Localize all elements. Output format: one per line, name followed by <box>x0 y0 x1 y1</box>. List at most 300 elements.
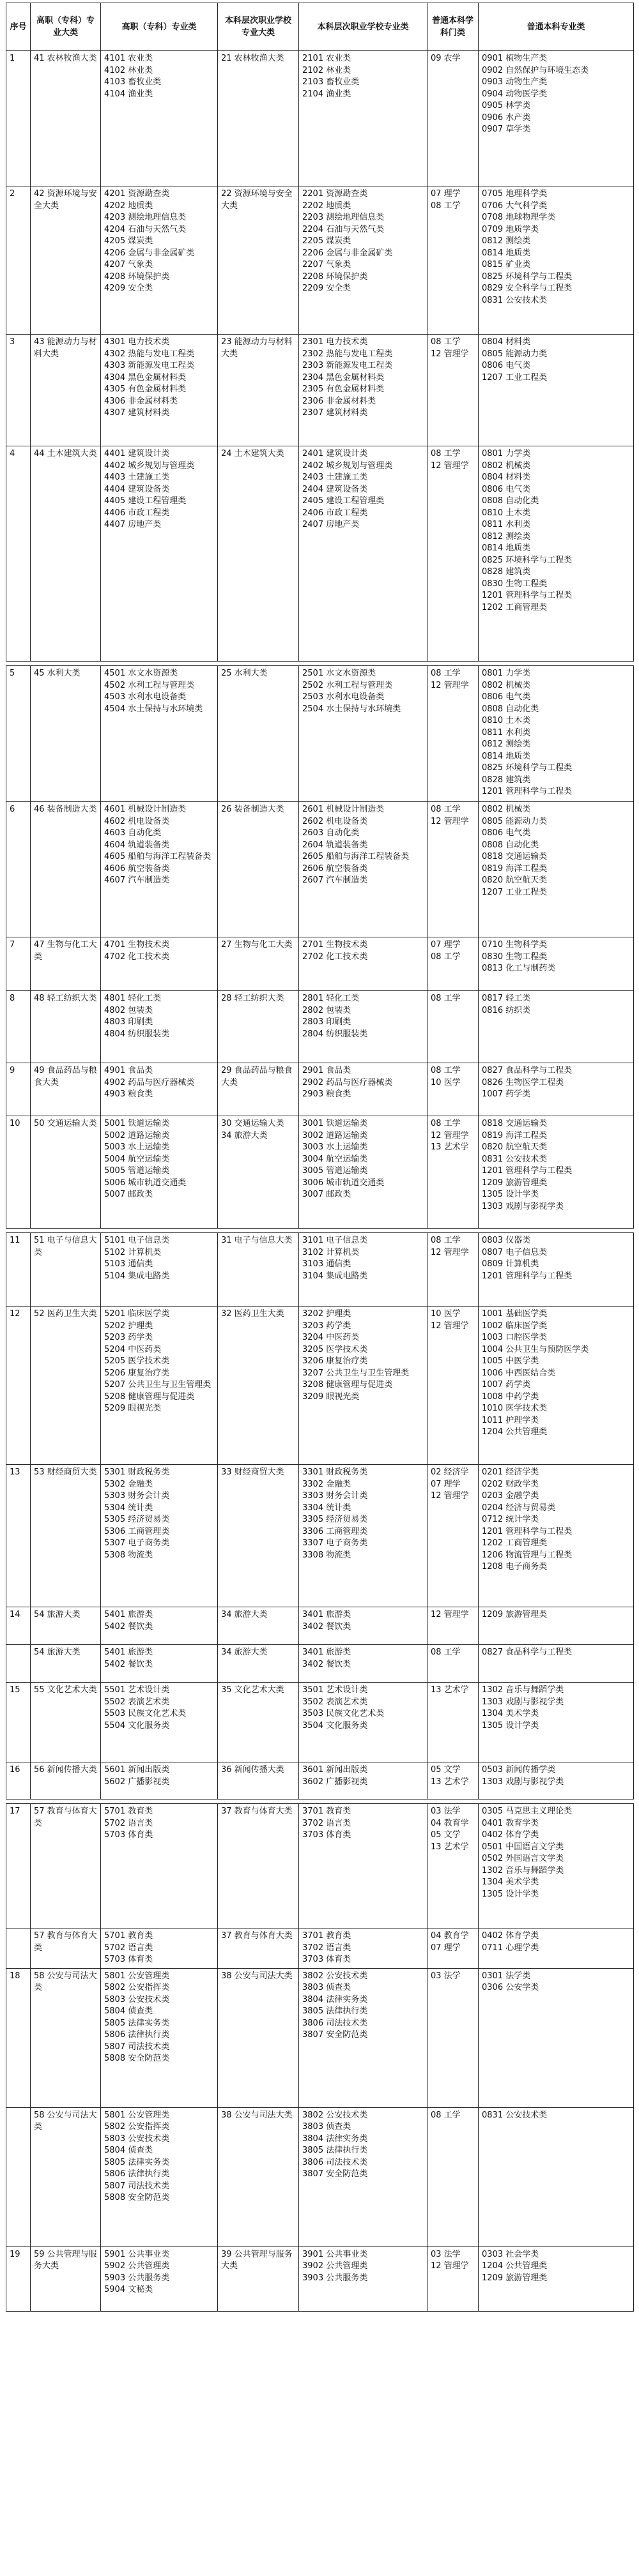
cell-undergraduate-class <box>479 51 634 186</box>
cell-line: 27 生物与化工大类 <box>221 940 293 950</box>
cell-line: 0808 自动化类 <box>482 704 539 714</box>
cell-vocational-class <box>101 1968 218 2107</box>
cell-line: 0804 材料类 <box>482 337 531 347</box>
cell-line: 08 工学 <box>431 805 461 814</box>
cell-line: 0825 环境科学与工程类 <box>482 555 573 565</box>
cell-line: 3901 公共事业类 <box>302 2249 368 2259</box>
cell-line: 0802 机械类 <box>482 460 531 471</box>
cell-line: 5702 语言类 <box>104 1943 153 1953</box>
header-vocational-class: 高职（专科）专业类 <box>101 3 218 51</box>
table-row <box>6 1683 634 1762</box>
cell-line: 5304 统计类 <box>104 1503 153 1513</box>
cell-line: 08 工学 <box>431 201 461 211</box>
cell-line: 2101 农业类 <box>302 54 351 63</box>
cell-line: 1010 医学技术类 <box>482 1404 548 1413</box>
cell-line: 3503 民族文化艺术类 <box>302 1709 385 1718</box>
cell-line: 0806 电气类 <box>482 692 531 702</box>
cell-line: 5807 司法技术类 <box>104 2042 170 2052</box>
cell-line: 0903 动物生产类 <box>482 77 548 87</box>
cell-line: 2601 机械设计制造类 <box>302 805 385 814</box>
cell-bachelor-vocational-category <box>218 1762 299 1799</box>
cell-line: 49 食品药品与粮食大类 <box>34 1066 97 1087</box>
cell-line: 3501 艺术设计类 <box>302 1685 368 1695</box>
cell-line: 0802 机械类 <box>482 805 531 814</box>
cell-line: 2207 气象类 <box>302 260 351 269</box>
cell-line: 4306 非金属材料类 <box>104 396 178 406</box>
cell-undergraduate-class <box>479 1968 634 2107</box>
cell-line: 2303 新能源发电工程类 <box>302 361 393 370</box>
cell-line: 3306 工商管理类 <box>302 1526 368 1536</box>
cell-line: 1305 设计学类 <box>482 1720 539 1731</box>
cell-line: 4407 房地产类 <box>104 520 162 529</box>
cell-line: 5602 广播影视类 <box>104 1777 170 1787</box>
cell-line: 4202 地质类 <box>104 201 153 211</box>
cell-line: 0816 纺织类 <box>482 1005 531 1015</box>
cell-line: 0708 地球物理学类 <box>482 213 556 222</box>
cell-undergraduate-class <box>479 1465 634 1607</box>
row-number: 6 <box>6 802 31 937</box>
cell-line: 5806 法律执行类 <box>104 2169 170 2179</box>
cell-vocational-category <box>31 1804 101 1928</box>
cell-line: 51 电子与信息大类 <box>34 1236 97 1257</box>
cell-line: 3807 安全防范类 <box>302 2169 368 2179</box>
cell-line: 3401 旅游类 <box>302 1648 351 1657</box>
cell-vocational-class <box>101 1465 218 1607</box>
cell-vocational-category <box>31 51 101 186</box>
cell-bachelor-vocational-class <box>299 666 427 802</box>
cell-vocational-category <box>31 2246 101 2311</box>
cell-line: 3205 医学技术类 <box>302 1344 368 1354</box>
row-number: 12 <box>6 1307 31 1465</box>
cell-line: 08 工学 <box>431 1236 461 1245</box>
cell-line: 5205 医学技术类 <box>104 1356 170 1366</box>
cell-line: 0808 自动化类 <box>482 496 539 506</box>
cell-bachelor-vocational-class <box>299 802 427 937</box>
cell-vocational-class <box>101 186 218 335</box>
cell-line: 4402 城乡规划与管理类 <box>104 460 195 471</box>
cell-line: 54 旅游大类 <box>34 1648 81 1657</box>
page-break-cell <box>6 662 634 666</box>
cell-line: 05 文学 <box>431 1765 461 1775</box>
cell-bachelor-vocational-class <box>299 2107 427 2246</box>
cell-discipline <box>427 1116 479 1229</box>
cell-line: 1011 护理学类 <box>482 1415 539 1425</box>
cell-line: 2406 市政工程类 <box>302 508 368 518</box>
row-number: 11 <box>6 1233 31 1307</box>
cell-line: 1005 中医学类 <box>482 1356 539 1366</box>
cell-bachelor-vocational-class <box>299 446 427 662</box>
cell-line: 0907 草学类 <box>482 125 531 134</box>
cell-undergraduate-class <box>479 2107 634 2246</box>
cell-line: 12 管理学 <box>431 1491 469 1501</box>
cell-line: 4802 包装类 <box>104 1005 153 1015</box>
page-break-cell <box>6 1229 634 1233</box>
cell-bachelor-vocational-class <box>299 1307 427 1465</box>
cell-line: 3703 体育类 <box>302 1830 351 1840</box>
cell-line: 23 能源动力与材料大类 <box>221 337 293 359</box>
cell-vocational-class <box>101 51 218 186</box>
cell-line: 4401 建筑设计类 <box>104 449 170 458</box>
cell-vocational-class <box>101 2107 218 2246</box>
cell-line: 3701 教育类 <box>302 1807 351 1816</box>
cell-line: 2902 药品与医疗器械类 <box>302 1077 393 1087</box>
cell-line: 1006 中西医结合类 <box>482 1368 556 1378</box>
cell-line: 2208 环境保护类 <box>302 271 368 282</box>
cell-line: 1003 口腔医学类 <box>482 1333 548 1342</box>
cell-vocational-class <box>101 1607 218 1645</box>
cell-line: 5902 公共管理类 <box>104 2261 170 2271</box>
cell-line: 13 艺术学 <box>431 1685 469 1695</box>
cell-bachelor-vocational-class <box>299 1762 427 1799</box>
row-number: 19 <box>6 2246 31 2311</box>
cell-line: 0815 矿业类 <box>482 260 531 269</box>
cell-line: 0807 电子信息类 <box>482 1247 548 1257</box>
cell-line: 4304 黑色金属材料类 <box>104 372 187 383</box>
cell-line: 0901 植物生产类 <box>482 54 548 63</box>
cell-line: 08 工学 <box>431 994 461 1003</box>
cell-line: 3305 经济贸易类 <box>302 1515 368 1524</box>
cell-bachelor-vocational-category <box>218 1607 299 1645</box>
cell-discipline <box>427 1465 479 1607</box>
cell-line: 5104 集成电路类 <box>104 1271 170 1281</box>
cell-line: 1204 公共管理类 <box>482 2261 548 2271</box>
cell-line: 1201 管理科学与工程类 <box>482 1166 573 1176</box>
cell-bachelor-vocational-category <box>218 937 299 991</box>
cell-line: 3004 航空运输类 <box>302 1154 368 1164</box>
row-number: 2 <box>6 186 31 335</box>
cell-line: 3104 集成电路类 <box>302 1271 368 1281</box>
cell-line: 3101 电子信息类 <box>302 1236 368 1245</box>
cell-line: 2407 房地产类 <box>302 520 360 529</box>
cell-discipline <box>427 937 479 991</box>
cell-vocational-class <box>101 1762 218 1799</box>
cell-line: 3803 侦查类 <box>302 2122 351 2132</box>
cell-line: 4502 水利工程与管理类 <box>104 680 195 690</box>
cell-line: 1001 基础医学类 <box>482 1309 548 1319</box>
cell-line: 2202 地质类 <box>302 201 351 211</box>
table-row <box>6 335 634 446</box>
cell-line: 0706 大气科学类 <box>482 201 548 211</box>
cell-line: 4801 轻化工类 <box>104 994 162 1003</box>
cell-line: 03 法学 <box>431 1807 461 1816</box>
cell-line: 07 理学 <box>431 1943 461 1953</box>
cell-line: 22 资源环境与安全大类 <box>221 189 293 211</box>
cell-line: 10 医学 <box>431 1077 461 1087</box>
cell-bachelor-vocational-class <box>299 51 427 186</box>
cell-line: 3802 公安技术类 <box>302 1971 368 1981</box>
cell-line: 3805 法律执行类 <box>302 2146 368 2155</box>
cell-discipline <box>427 1307 479 1465</box>
cell-line: 0812 测绘类 <box>482 236 531 246</box>
cell-bachelor-vocational-class <box>299 186 427 335</box>
cell-line: 08 工学 <box>431 1119 461 1128</box>
cell-line: 1007 药学类 <box>482 1380 531 1390</box>
cell-line: 3301 财政税务类 <box>302 1467 368 1477</box>
cell-bachelor-vocational-class <box>299 1645 427 1683</box>
cell-discipline <box>427 1063 479 1116</box>
cell-line: 3206 康复治疗类 <box>302 1356 368 1366</box>
cell-undergraduate-class <box>479 802 634 937</box>
cell-line: 2903 粮食类 <box>302 1089 351 1099</box>
cell-line: 37 教育与体育大类 <box>221 1931 293 1941</box>
cell-line: 3806 司法技术类 <box>302 2018 368 2028</box>
cell-line: 5904 文秘类 <box>104 2285 153 2294</box>
cell-line: 26 装备制造大类 <box>221 805 284 814</box>
cell-line: 5201 临床医学类 <box>104 1309 170 1319</box>
cell-line: 5206 康复治疗类 <box>104 1368 170 1378</box>
cell-line: 39 公共管理与服务大类 <box>221 2249 293 2271</box>
cell-line: 5804 侦查类 <box>104 2146 153 2155</box>
cell-line: 4203 测绘地理信息类 <box>104 213 187 222</box>
cell-line: 2302 热能与发电工程类 <box>302 349 393 359</box>
table-row <box>6 51 634 186</box>
cell-line: 0402 体育学类 <box>482 1931 539 1941</box>
row-number: 14 <box>6 1607 31 1645</box>
cell-discipline <box>427 666 479 802</box>
cell-line: 13 艺术学 <box>431 1777 469 1787</box>
cell-line: 5005 管道运输类 <box>104 1166 170 1176</box>
cell-line: 48 轻工纺织大类 <box>34 994 97 1003</box>
cell-line: 3806 司法技术类 <box>302 2157 368 2167</box>
cell-line: 0812 测绘类 <box>482 531 531 542</box>
major-mapping-table <box>6 3 634 2312</box>
cell-line: 1202 工商管理类 <box>482 1538 548 1548</box>
cell-line: 3402 餐饮类 <box>302 1621 351 1632</box>
cell-discipline <box>427 802 479 937</box>
table-row <box>6 1607 634 1645</box>
cell-line: 2204 石油与天然气类 <box>302 224 385 234</box>
cell-line: 13 艺术学 <box>431 1142 469 1152</box>
cell-vocational-class <box>101 1683 218 1762</box>
cell-line: 3001 铁道运输类 <box>302 1119 368 1128</box>
cell-vocational-category <box>31 991 101 1063</box>
cell-line: 0829 安全科学与工程类 <box>482 284 573 293</box>
cell-vocational-category <box>31 1928 101 1969</box>
cell-line: 5202 护理类 <box>104 1321 153 1331</box>
cell-line: 2102 林业类 <box>302 65 351 75</box>
cell-line: 4209 安全类 <box>104 284 153 293</box>
cell-discipline <box>427 186 479 335</box>
cell-line: 5204 中医药类 <box>104 1344 162 1354</box>
cell-bachelor-vocational-class <box>299 1607 427 1645</box>
cell-line: 3601 新闻出版类 <box>302 1765 368 1775</box>
cell-line: 1201 管理科学与工程类 <box>482 787 573 796</box>
cell-line: 5503 民族文化艺术类 <box>104 1709 187 1718</box>
cell-line: 4404 建筑设备类 <box>104 484 170 494</box>
row-number <box>6 2107 31 2246</box>
cell-line: 0503 新闻传播学类 <box>482 1765 556 1775</box>
cell-line: 0818 交通运输类 <box>482 852 548 861</box>
cell-line: 5207 公共卫生与卫生管理类 <box>104 1380 212 1390</box>
cell-line: 5702 语言类 <box>104 1818 153 1828</box>
cell-line: 0814 地质类 <box>482 543 531 553</box>
row-number: 7 <box>6 937 31 991</box>
cell-line: 3803 侦查类 <box>302 1983 351 1992</box>
cell-line: 2104 渔业类 <box>302 89 351 99</box>
row-number: 8 <box>6 991 31 1063</box>
cell-line: 1303 戏剧与影视学类 <box>482 1777 564 1787</box>
cell-discipline <box>427 991 479 1063</box>
cell-line: 12 管理学 <box>431 2261 469 2271</box>
cell-line: 2306 非金属材料类 <box>302 396 376 406</box>
cell-line: 3802 公安技术类 <box>302 2110 368 2120</box>
cell-line: 5601 新闻出版类 <box>104 1765 170 1775</box>
cell-bachelor-vocational-category <box>218 1116 299 1229</box>
cell-line: 4901 食品类 <box>104 1066 153 1075</box>
table-row <box>6 1928 634 1969</box>
cell-line: 4201 资源勘查类 <box>104 189 170 199</box>
cell-line: 4501 水文水资源类 <box>104 669 178 678</box>
cell-line: 0819 海洋工程类 <box>482 1130 548 1140</box>
cell-line: 1004 公共卫生与预防医学类 <box>482 1344 589 1354</box>
cell-line: 59 公共管理与服务大类 <box>34 2249 97 2271</box>
cell-line: 1201 管理科学与工程类 <box>482 1271 573 1281</box>
cell-line: 07 理学 <box>431 940 461 950</box>
cell-line: 5806 法律执行类 <box>104 2030 170 2040</box>
cell-line: 0402 体育学类 <box>482 1830 539 1840</box>
row-number: 5 <box>6 666 31 802</box>
cell-discipline <box>427 2107 479 2246</box>
cell-line: 46 装备制造大类 <box>34 805 97 814</box>
cell-line: 4403 土建施工类 <box>104 473 170 482</box>
table-row <box>6 991 634 1063</box>
cell-vocational-class <box>101 1233 218 1307</box>
cell-line: 4803 印刷类 <box>104 1017 153 1027</box>
cell-line: 0805 能源动力类 <box>482 349 548 359</box>
cell-line: 50 交通运输大类 <box>34 1119 97 1128</box>
cell-line: 12 管理学 <box>431 680 469 690</box>
row-number: 1 <box>6 51 31 186</box>
cell-line: 34 旅游大类 <box>221 1648 268 1657</box>
cell-line: 1206 物流管理与工程类 <box>482 1550 573 1560</box>
cell-line: 5803 公安技术类 <box>104 1994 170 2004</box>
cell-line: 3005 管道运输类 <box>302 1166 368 1176</box>
cell-line: 5805 法律实务类 <box>104 2018 170 2028</box>
cell-line: 3804 法律实务类 <box>302 2133 368 2144</box>
cell-line: 3401 旅游类 <box>302 1610 351 1619</box>
cell-bachelor-vocational-class <box>299 1804 427 1928</box>
cell-line: 5402 餐饮类 <box>104 1659 153 1669</box>
cell-line: 5101 电子信息类 <box>104 1236 170 1245</box>
cell-line: 2603 自动化类 <box>302 828 360 838</box>
cell-line: 0806 电气类 <box>482 361 531 370</box>
cell-line: 0828 建筑类 <box>482 775 531 785</box>
cell-line: 34 旅游大类 <box>221 1130 268 1140</box>
cell-line: 0301 法学类 <box>482 1971 531 1981</box>
cell-bachelor-vocational-category <box>218 51 299 186</box>
cell-undergraduate-class <box>479 1645 634 1683</box>
cell-line: 1303 戏剧与影视学类 <box>482 1201 564 1211</box>
cell-line: 3402 餐饮类 <box>302 1659 351 1669</box>
cell-line: 0709 地质学类 <box>482 224 539 234</box>
cell-line: 3002 道路运输类 <box>302 1130 368 1140</box>
cell-vocational-class <box>101 2246 218 2311</box>
cell-line: 03 法学 <box>431 2249 461 2259</box>
cell-line: 4702 化工技术类 <box>104 951 170 962</box>
cell-line: 36 新闻传播大类 <box>221 1765 284 1775</box>
cell-vocational-class <box>101 446 218 662</box>
cell-line: 3302 金融类 <box>302 1479 351 1489</box>
cell-line: 0830 生物工程类 <box>482 579 548 589</box>
cell-line: 35 文化艺术大类 <box>221 1685 284 1695</box>
cell-line: 0803 仪器类 <box>482 1236 531 1245</box>
cell-line: 5305 经济贸易类 <box>104 1515 170 1524</box>
cell-vocational-class <box>101 1804 218 1928</box>
cell-line: 2304 黑色金属材料类 <box>302 372 385 383</box>
cell-vocational-category <box>31 1762 101 1799</box>
cell-line: 0303 社会学类 <box>482 2249 539 2259</box>
cell-line: 29 食品药品与粮食大类 <box>221 1066 293 1087</box>
header-bachelor-vocational-category: 本科层次职业学校专业大类 <box>218 3 299 51</box>
cell-line: 5807 司法技术类 <box>104 2181 170 2191</box>
cell-vocational-class <box>101 937 218 991</box>
cell-line: 0906 水产类 <box>482 112 531 123</box>
cell-line: 0827 食品科学与工程类 <box>482 1648 573 1657</box>
cell-line: 45 水利大类 <box>34 669 81 678</box>
cell-line: 12 管理学 <box>431 816 469 826</box>
cell-bachelor-vocational-category <box>218 1968 299 2107</box>
cell-line: 5301 财政税务类 <box>104 1467 170 1477</box>
cell-line: 44 土木建筑大类 <box>34 449 97 458</box>
cell-line: 1305 设计学类 <box>482 1190 539 1199</box>
cell-line: 0801 力学类 <box>482 449 531 458</box>
cell-discipline <box>427 51 479 186</box>
cell-line: 13 艺术学 <box>431 1842 469 1852</box>
cell-line: 5208 健康管理与促进类 <box>104 1391 195 1402</box>
cell-line: 0905 林学类 <box>482 101 531 110</box>
cell-line: 0820 航空航天类 <box>482 1142 548 1152</box>
cell-undergraduate-class <box>479 1804 634 1928</box>
row-number: 9 <box>6 1063 31 1116</box>
cell-line: 08 工学 <box>431 337 461 347</box>
cell-line: 4204 石油与天然气类 <box>104 224 187 234</box>
cell-bachelor-vocational-category <box>218 1928 299 1969</box>
row-number <box>6 1928 31 1969</box>
cell-discipline <box>427 1683 479 1762</box>
cell-discipline <box>427 1762 479 1799</box>
cell-line: 54 旅游大类 <box>34 1610 81 1619</box>
cell-undergraduate-class <box>479 1233 634 1307</box>
cell-line: 3703 体育类 <box>302 1955 351 1964</box>
cell-line: 0830 生物工程类 <box>482 951 548 962</box>
cell-bachelor-vocational-category <box>218 991 299 1063</box>
row-number: 17 <box>6 1804 31 1928</box>
cell-line: 0814 地质类 <box>482 751 531 761</box>
cell-line: 5302 金融类 <box>104 1479 153 1489</box>
cell-line: 5209 眼视光类 <box>104 1404 162 1413</box>
cell-vocational-category <box>31 666 101 802</box>
cell-line: 0828 建筑类 <box>482 567 531 577</box>
cell-line: 1209 旅游管理类 <box>482 2273 548 2283</box>
cell-line: 0711 心理学类 <box>482 1943 539 1953</box>
cell-line: 0201 经济学类 <box>482 1467 539 1477</box>
cell-line: 25 水利大类 <box>221 669 268 678</box>
cell-line: 3209 眼视光类 <box>302 1391 360 1402</box>
row-number: 4 <box>6 446 31 662</box>
cell-line: 3003 水上运输类 <box>302 1142 368 1152</box>
cell-undergraduate-class <box>479 446 634 662</box>
cell-line: 28 轻工纺织大类 <box>221 994 284 1003</box>
cell-bachelor-vocational-class <box>299 1063 427 1116</box>
cell-line: 4701 生物技术类 <box>104 940 170 950</box>
cell-line: 58 公安与司法大类 <box>34 1971 97 1992</box>
cell-line: 1202 工商管理类 <box>482 602 548 612</box>
cell-line: 5103 通信类 <box>104 1259 153 1269</box>
cell-line: 5007 邮政类 <box>104 1190 153 1199</box>
cell-line: 1008 中药学类 <box>482 1391 539 1402</box>
cell-line: 07 理学 <box>431 189 461 199</box>
cell-line: 0806 电气类 <box>482 828 531 838</box>
